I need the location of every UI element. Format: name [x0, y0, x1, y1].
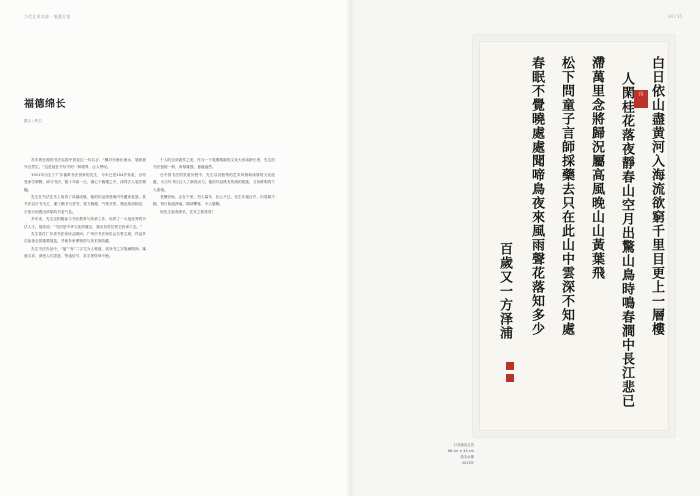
- book-spine: [346, 0, 354, 496]
- calligraphy-column-4: 松下問童子言師採藥去只在此山中雲深不知處: [559, 56, 574, 336]
- paragraph: 个人的全部创作之美，作为一个笔墨精湛的文化大家高龄长者，先生的书法独树一帜，浑厚雄强，意趣盎然。: [153, 158, 275, 170]
- paragraph: 1911年出生于广东番禺书法世家的先生，今年已是104岁寿星，自幼受家学熏陶，研习书法，数十年如一日，潜心于翰墨之中，深得古人笔法精髓。: [24, 172, 146, 192]
- caption-title: 行书唐诗五首: [453, 443, 474, 447]
- paragraph: 先生书法作品中，“福”“寿”二字尤为人称道，其所书之字饱满圆润，寓意吉祥，深受人们喜爱，每逢佳节，求字者络绎不绝。: [24, 246, 146, 259]
- paragraph: 祝先生福寿绵长，艺术之树常青！: [160, 209, 216, 214]
- paragraph: 先生曾任广东省书法家协会顾问，广州市书法家协会名誉主席，作品多次参加全国重要展览，并被多家博物馆与美术馆收藏。: [24, 232, 146, 244]
- calligraphy-column-2: 人閑桂花落夜靜春山空月出驚山鳥時鳴春澗中長江悲已: [619, 72, 634, 408]
- paragraph: 老骥伏枥，志在千里。烈士暮年，壮心不已。先生年逾百岁，仍笔耕不辍，每日临池挥毫，精神矍铄，令人敬佩。: [153, 195, 275, 207]
- caption-year: 2015年: [461, 461, 474, 465]
- calligraphy-scroll: [473, 35, 675, 437]
- running-head: 当代艺术名家 · 笔墨方家: [24, 14, 71, 19]
- small-seal-icon: [506, 362, 514, 370]
- paragraph: 先生在书法艺术上取得了卓越成就，他的作品深受海内外藏家喜爱。其书法以行书为主，兼工楷书与隶书，笔力雄健，气势开张，墨色浓淡相宜，字里行间透出浓厚的书卷气息。: [24, 195, 146, 214]
- text-column-1: [24, 157, 146, 261]
- text-column-2: [153, 157, 275, 216]
- paragraph: 苏东坡在他的书法实践中曾说过一句名言：“横对东海长流水，笔纵意外自然生。”这是他在书写中的一种境界，让人赞叹。: [24, 158, 146, 170]
- small-seal-icon: [506, 374, 514, 382]
- calligraphy-column-3: 滯萬里念將歸況屬高風晚山山黃葉飛: [589, 56, 604, 280]
- red-seal-icon: 印: [634, 90, 648, 108]
- byline: 撰文 / 佚名: [24, 119, 42, 123]
- caption-size: 68 cm × 45 cm: [447, 449, 474, 453]
- paragraph: 多年来，先生还积极参与书法教育与传承工作，培养了一大批优秀的书法人才。他常说：“书法是中华文化的瑰宝，我们有责任把它传承下去。”: [24, 217, 146, 229]
- signature-column: 百歲又一方泽浦: [497, 242, 512, 340]
- artwork-caption: [440, 442, 474, 466]
- caption-medium: 纸本水墨: [460, 455, 474, 459]
- page-number: 34 / 35: [667, 14, 682, 19]
- article-title: 福德绵长: [24, 99, 66, 110]
- calligraphy-column-5: 春眠不覺曉處處聞啼鳥夜來風雨聲花落知多少: [529, 56, 544, 336]
- paragraph: 在中国书法的发展历程中，先生以其独特的艺术风格和深厚的文化底蕴，为当代书坛注入了新的活力。他的作品既有传统的根基，又有鲜明的个人面貌。: [153, 172, 275, 192]
- calligraphy-column-1: 白日依山盡黄河入海流欲窮千里目更上一層樓: [649, 56, 664, 336]
- scroll-paper: [479, 41, 669, 431]
